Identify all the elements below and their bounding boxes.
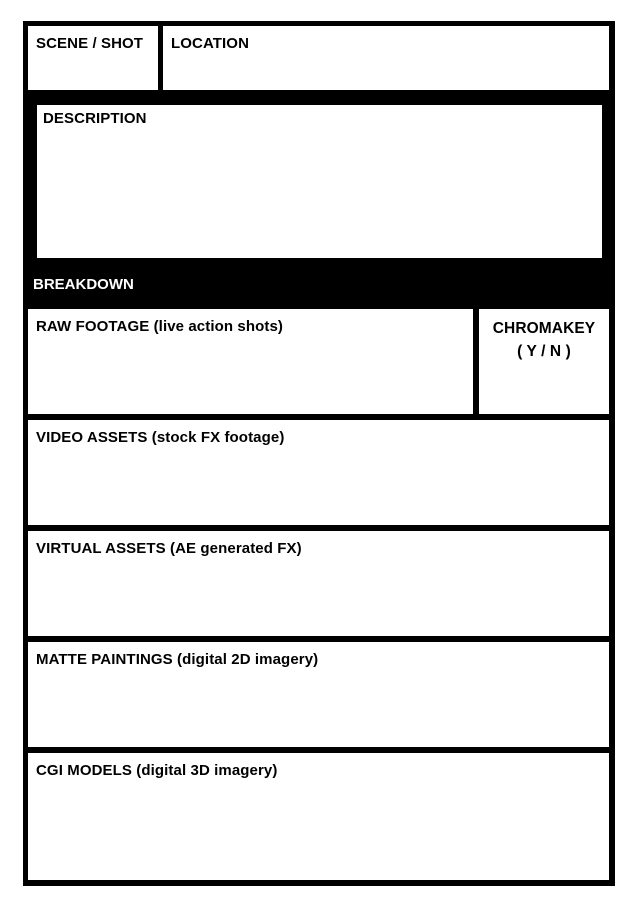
chromakey-cell[interactable] xyxy=(479,309,609,414)
description-label: DESCRIPTION xyxy=(43,110,147,127)
vfx-breakdown-sheet xyxy=(23,21,615,886)
scene-shot-cell[interactable] xyxy=(28,26,158,90)
description-cell[interactable] xyxy=(37,105,602,258)
cgi-models-cell[interactable] xyxy=(28,753,609,880)
location-label: LOCATION xyxy=(171,35,250,52)
virtual-assets-cell[interactable] xyxy=(28,531,609,636)
matte-paintings-label: MATTE PAINTINGS (digital 2D imagery) xyxy=(36,651,319,668)
raw-footage-cell[interactable] xyxy=(28,309,473,414)
breakdown-heading: BREAKDOWN xyxy=(33,276,134,293)
video-assets-label: VIDEO ASSETS (stock FX footage) xyxy=(36,429,285,446)
virtual-assets-label: VIRTUAL ASSETS (AE generated FX) xyxy=(36,540,302,557)
chromakey-options: ( Y / N ) xyxy=(517,343,571,360)
scene-shot-label: SCENE / SHOT xyxy=(36,35,144,52)
matte-paintings-cell[interactable] xyxy=(28,642,609,747)
raw-footage-label: RAW FOOTAGE (live action shots) xyxy=(36,318,284,335)
video-assets-cell[interactable] xyxy=(28,420,609,525)
cgi-models-label: CGI MODELS (digital 3D imagery) xyxy=(36,762,278,779)
chromakey-label: CHROMAKEY xyxy=(492,320,596,337)
location-cell[interactable] xyxy=(163,26,609,90)
